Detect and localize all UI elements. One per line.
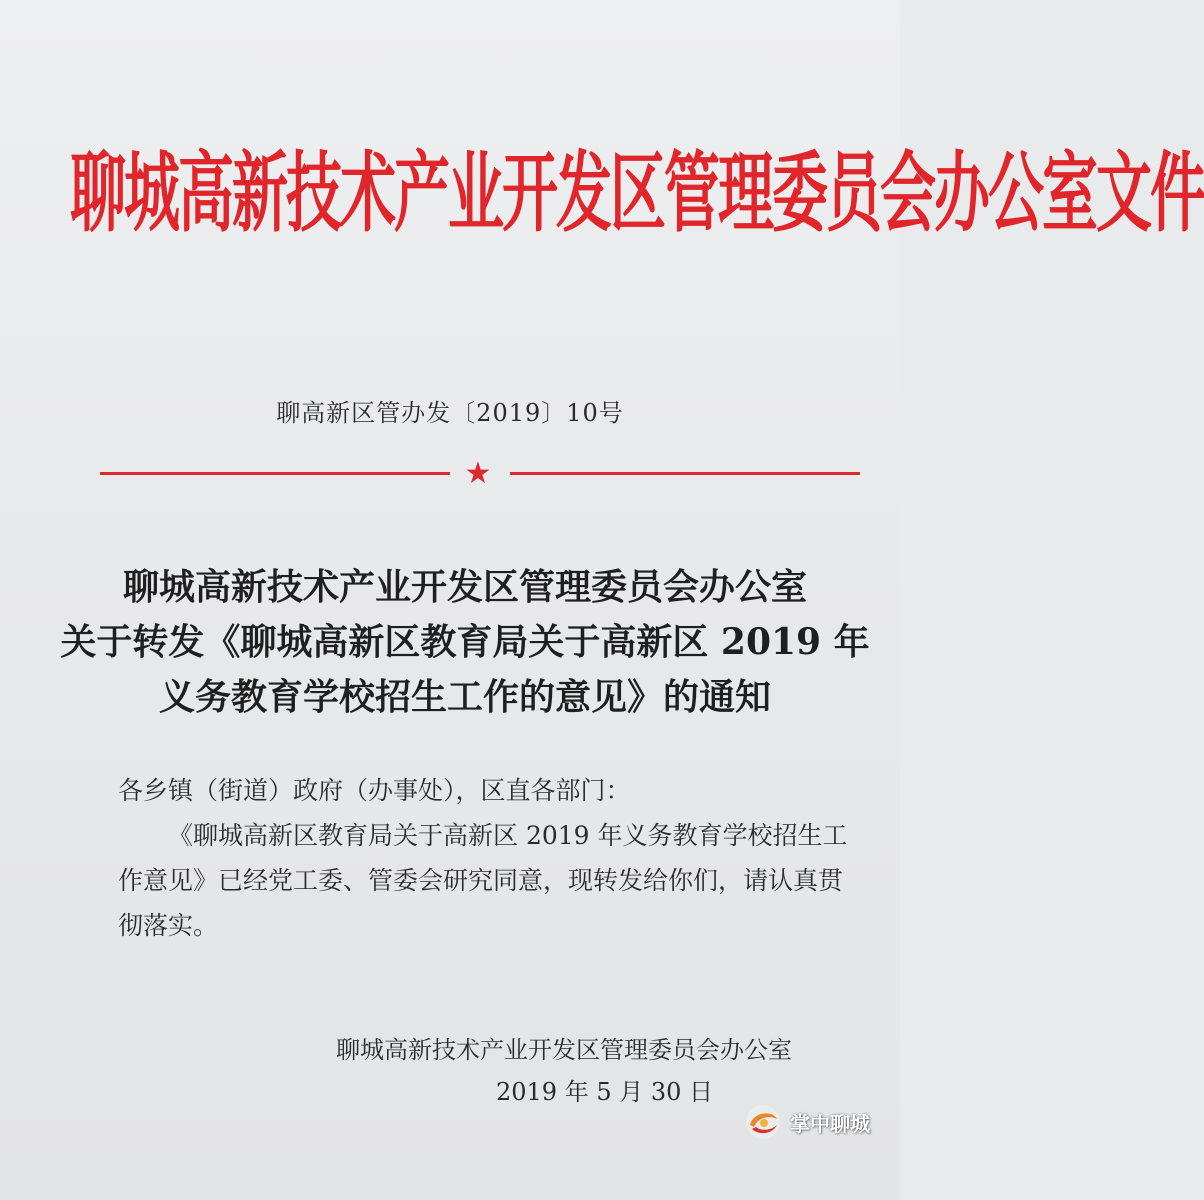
document-number: 聊高新区管办发〔2019〕10号: [276, 399, 624, 427]
notice-title: [50, 560, 880, 725]
issuer-signature: 聊城高新技术产业开发区管理委员会办公室: [336, 1036, 792, 1064]
watermark: [744, 1102, 870, 1142]
app-logo-icon: [744, 1103, 782, 1141]
separator-line-left: [100, 472, 450, 475]
star-icon: ★: [464, 456, 492, 491]
watermark-text: 掌中聊城: [790, 1111, 870, 1136]
notice-body: [118, 768, 858, 948]
separator-line-right: [510, 472, 860, 475]
title-line: 义务教育学校招生工作的意见》的通知: [158, 676, 771, 718]
document-header: 聊城高新技术产业开发区管理委员会办公室文件: [70, 143, 1204, 245]
issue-date: 2019 年 5 月 30 日: [496, 1078, 714, 1106]
salutation: 各乡镇（街道）政府（办事处），区直各部门：: [118, 776, 631, 805]
title-line: 关于转发《聊城高新区教育局关于高新区 2019 年: [60, 621, 870, 663]
title-line: 聊城高新技术产业开发区管理委员会办公室: [122, 566, 807, 608]
body-paragraph: 《聊城高新区教育局关于高新区 2019 年义务教育学校招生工作意见》已经党工委、管委会研究同意，现转发给你们，请认真贯彻落实。: [118, 821, 848, 940]
